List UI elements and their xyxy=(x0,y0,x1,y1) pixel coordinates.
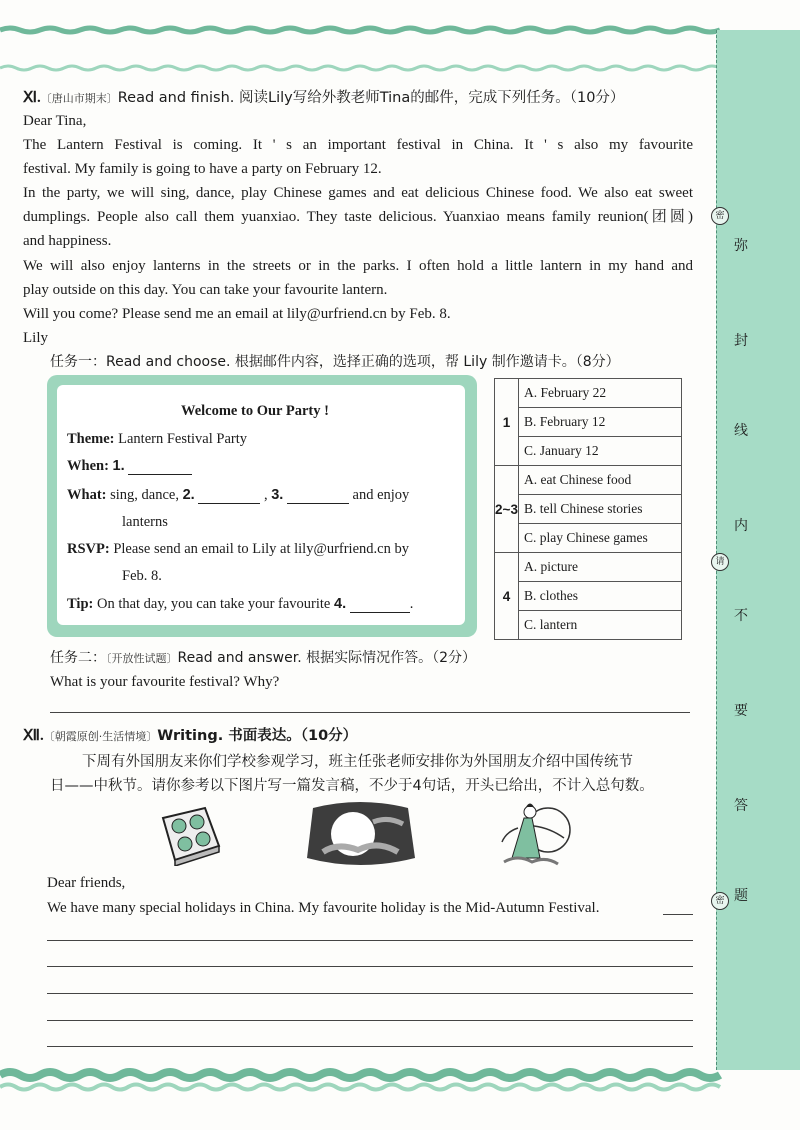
side-char: 内 xyxy=(734,518,748,534)
task2-text: Read and answer. 根据实际情况作答。（2分） xyxy=(177,650,477,666)
theme-label: Theme: xyxy=(67,431,115,447)
table-row xyxy=(495,553,682,582)
writing-start-sentence xyxy=(47,898,599,918)
table-row xyxy=(495,524,682,553)
answer-blank-2[interactable] xyxy=(198,487,260,504)
option-item[interactable]: A. February 22 xyxy=(519,379,682,408)
side-char: 封 xyxy=(734,333,748,349)
writing-instruction: 下周有外国朋友来你们学校参观学习，班主任张老师安排你为外国朋友介绍中国传统节 xyxy=(82,754,633,770)
side-char: 不 xyxy=(734,608,748,624)
section-number: Ⅺ. xyxy=(23,90,41,106)
section-12-heading xyxy=(23,726,357,747)
email-line: In the party, we will sing, dance, play Chinese games and eat delicious Chinese food. We also eat sweet xyxy=(23,185,693,201)
rsvp-continuation: Feb. 8. xyxy=(122,568,162,584)
card-theme xyxy=(67,431,247,448)
writing-greeting: Dear friends, xyxy=(47,875,126,891)
option-item[interactable]: C. play Chinese games xyxy=(519,524,682,553)
blank-number: 2. xyxy=(182,487,195,503)
card-when xyxy=(67,458,192,475)
what-end: and enjoy xyxy=(352,487,410,503)
email-line: We will also enjoy lanterns in the streets or in the parks. I often hold a little lantern in my hand and xyxy=(23,258,693,274)
answer-line[interactable] xyxy=(50,712,690,713)
email-greeting: Dear Tina, xyxy=(23,113,87,129)
seal-circle: 请 xyxy=(711,553,729,571)
tip-text: On that day, you can take your favourite xyxy=(96,596,331,612)
what-continuation: lanterns xyxy=(122,514,168,530)
theme-value: Lantern Festival Party xyxy=(118,431,247,447)
binding-margin-panel xyxy=(716,30,800,1070)
seal-circle: 密 xyxy=(711,892,729,910)
section-11-heading xyxy=(23,88,624,109)
card-what: What: sing, dance, 2. , 3. and enjoy xyxy=(67,487,410,503)
change-goddess-image xyxy=(498,798,576,870)
options-table xyxy=(494,378,682,640)
task2-question: What is your favourite festival? Why? xyxy=(50,674,280,690)
task1-instruction: 任务一：Read and choose. 根据邮件内容，选择正确的选项，帮 Lily 制作邀请卡。（8分） xyxy=(50,354,620,370)
full-moon-clouds-image xyxy=(303,800,418,870)
writing-instruction: 日——中秋节。请你参考以下图片写一篇发言稿，不少于4句话，开头已给出，不计入总句数。 xyxy=(50,778,654,794)
bottom-wave-border xyxy=(0,1045,800,1130)
section-title: Read and finish. 阅读Lily写给外教老师Tina的邮件，完成下列任务。（10分） xyxy=(117,90,625,106)
answer-blank-1[interactable] xyxy=(128,458,192,475)
task2-instruction xyxy=(50,648,476,669)
option-item[interactable]: A. picture xyxy=(519,553,682,582)
side-char: 答 xyxy=(734,798,748,814)
card-title: Welcome to Our Party ! xyxy=(181,403,329,419)
table-row xyxy=(495,379,682,408)
option-item[interactable]: A. eat Chinese food xyxy=(519,466,682,495)
option-group-number: 1 xyxy=(495,379,519,466)
seal-circle: 密 xyxy=(711,207,729,225)
task2-tag: 〔开放性试题〕 xyxy=(106,652,178,665)
answer-line[interactable] xyxy=(47,993,693,994)
email-line: The Lantern Festival is coming. It ' s an important festival in China. It ' s also my favourite xyxy=(23,137,693,153)
invitation-card-inner xyxy=(57,385,465,625)
blank-number: 1. xyxy=(112,458,125,474)
answer-line[interactable] xyxy=(47,940,693,941)
side-char: 线 xyxy=(734,423,748,439)
email-line: Will you come? Please send me an email at lily@urfriend.cn by Feb. 8. xyxy=(23,306,451,322)
answer-line[interactable] xyxy=(47,1020,693,1021)
section-tag: 〔唐山市期末〕 xyxy=(40,92,118,105)
table-row xyxy=(495,437,682,466)
option-item[interactable]: B. tell Chinese stories xyxy=(519,495,682,524)
answer-blank-4[interactable] xyxy=(350,596,410,613)
option-item[interactable]: B. clothes xyxy=(519,582,682,611)
rsvp-label: RSVP: xyxy=(67,541,110,557)
table-row xyxy=(495,408,682,437)
card-tip: Tip: On that day, you can take your favourite 4. . xyxy=(67,596,414,612)
table-row xyxy=(495,495,682,524)
email-line: dumplings. People also call them yuanxiao. They taste delicious. Yuanxiao means family reunion(团圆) xyxy=(23,209,693,225)
table-row xyxy=(495,582,682,611)
rsvp-text: Please send an email to Lily at lily@urfriend.cn by xyxy=(113,541,409,557)
section-tag: 〔朝霞原创·生活情境〕 xyxy=(43,730,158,743)
what-start: sing, dance, xyxy=(110,487,179,503)
option-group-number: 4 xyxy=(495,553,519,640)
table-row xyxy=(495,611,682,640)
section-title: Writing. 书面表达。（10分） xyxy=(157,728,358,744)
answer-line[interactable] xyxy=(47,966,693,967)
email-line: and happiness. xyxy=(23,233,112,249)
side-char: 弥 xyxy=(734,238,748,254)
mooncake-box-image xyxy=(155,804,223,866)
section-number: Ⅻ. xyxy=(23,728,44,744)
blank-number: 4. xyxy=(334,596,347,612)
table-row xyxy=(495,466,682,495)
tip-label: Tip: xyxy=(67,596,94,612)
answer-blank-3[interactable] xyxy=(287,487,349,504)
when-label: When: xyxy=(67,458,109,474)
email-line: festival. My family is going to have a party on February 12. xyxy=(23,161,382,177)
side-char: 要 xyxy=(734,703,748,719)
option-item[interactable]: C. January 12 xyxy=(519,437,682,466)
top-wave-border xyxy=(0,0,800,75)
side-char: 题 xyxy=(734,888,748,904)
blank-number: 3. xyxy=(271,487,284,503)
card-rsvp xyxy=(67,541,409,558)
answer-line[interactable] xyxy=(663,914,693,915)
option-item[interactable]: B. February 12 xyxy=(519,408,682,437)
email-signature: Lily xyxy=(23,330,48,346)
option-group-number: 2~3 xyxy=(495,466,519,553)
what-label: What: xyxy=(67,487,107,503)
option-item[interactable]: C. lantern xyxy=(519,611,682,640)
writing-start-text: We have many special holidays in China. My favourite holiday is the Mid-Autumn Festival. xyxy=(47,900,600,916)
email-line: play outside on this day. You can take your favourite lantern. xyxy=(23,282,388,298)
task2-prefix: 任务二： xyxy=(50,650,106,666)
